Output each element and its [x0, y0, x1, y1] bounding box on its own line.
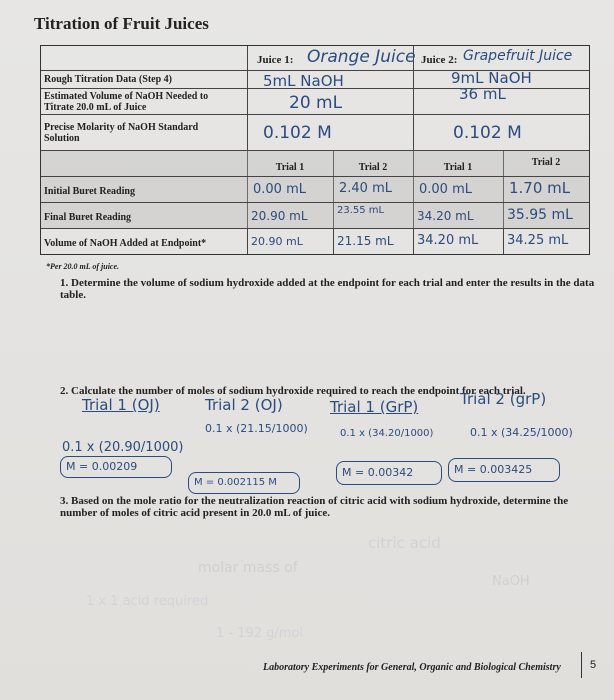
trial-header-j1-t2: Trial 2 [358, 162, 388, 173]
trial-header-j2-t2: Trial 2 [531, 157, 561, 168]
faint-note-molar-mass: molar mass of [198, 560, 298, 576]
work-heading-trial1-oj: Trial 1 (OJ) [82, 396, 160, 414]
footer-divider [581, 652, 582, 678]
volume-j2-t2: 34.25 mL [507, 233, 569, 248]
juice1-label: Juice 1: [257, 54, 294, 66]
molarity-label [41, 115, 247, 151]
final-buret-row [41, 202, 589, 229]
estimated-volume-label-line1: Estimated Volume of NaOH Needed to [44, 91, 209, 102]
work-answer-3: M = 0.00342 [342, 466, 414, 479]
rough-j1-value: 5mL NaOH [263, 72, 344, 90]
initial-j2-t2: 1.70 mL [509, 179, 571, 197]
juice-header-row [41, 46, 589, 70]
final-j2-t1: 34.20 mL [417, 209, 474, 223]
initial-j2-t1: 0.00 mL [419, 182, 472, 197]
work-answer-4: M = 0.003425 [454, 463, 533, 476]
volume-j2-t1: 34.20 mL [417, 233, 479, 248]
trial-header-row [41, 150, 589, 177]
work-heading-trial1-grp: Trial 1 (GrP) [330, 398, 419, 416]
work-heading-trial2-grp: Trial 2 (grP) [460, 390, 547, 408]
work-calc-3: 0.1 x (34.20/1000) [340, 428, 434, 439]
work-answer-1: M = 0.00209 [66, 460, 138, 473]
molarity-label-line1: Precise Molarity of NaOH Standard [44, 122, 199, 133]
volume-added-row [41, 228, 589, 255]
faint-note-citric-acid: citric acid [368, 534, 441, 552]
juice1-name: Orange Juice [307, 47, 416, 67]
trial-header-j2-t1: Trial 1 [443, 162, 473, 173]
initial-buret-label: Initial Buret Reading [44, 186, 135, 197]
molarity-row [41, 114, 589, 151]
volume-j1-t1: 20.90 mL [251, 235, 303, 248]
rough-titration-row [41, 70, 589, 89]
question-2: 2. Calculate the number of moles of sodium hydroxide required to reach the endpoint for each trial. [60, 385, 526, 397]
faint-note-g-per-mol: 1 - 192 g/mol [216, 626, 304, 641]
initial-j1-t2: 2.40 mL [339, 181, 392, 196]
work-calc-1: 0.1 x (20.90/1000) [62, 440, 184, 455]
initial-j1-t1: 0.00 mL [253, 182, 306, 197]
rough-j2-value: 9mL NaOH [451, 69, 532, 87]
work-calc-4: 0.1 x (34.25/1000) [470, 426, 573, 439]
volume-added-label: Volume of NaOH Added at Endpoint* [44, 238, 207, 249]
work-heading-trial2-oj: Trial 2 (OJ) [205, 396, 283, 414]
data-table [40, 45, 590, 255]
final-j1-t1: 20.90 mL [251, 209, 308, 223]
estimated-volume-label [41, 89, 247, 115]
footnote: *Per 20.0 mL of juice. [46, 262, 120, 271]
page-title: Titration of Fruit Juices [34, 14, 209, 33]
final-j1-t2: 23.55 mL [337, 205, 385, 216]
volume-j1-t2: 21.15 mL [337, 234, 394, 248]
molarity-label-line2: Solution [44, 133, 80, 144]
page-number: 5 [590, 659, 597, 671]
page-footer: Laboratory Experiments for General, Organic and Biological Chemistry [263, 662, 561, 673]
question-1: 1. Determine the volume of sodium hydroxide added at the endpoint for each trial and enter the results in the data table. [60, 277, 595, 301]
juice1-header-cell [247, 46, 416, 70]
work-answer-2: M = 0.002115 M [194, 477, 277, 488]
juice2-label: Juice 2: [421, 54, 458, 66]
estimated-j1-value: 20 mL [289, 93, 343, 113]
work-calc-2: 0.1 x (21.15/1000) [205, 422, 308, 435]
initial-buret-row [41, 176, 589, 203]
final-j2-t2: 35.95 mL [507, 207, 573, 223]
faint-note-acid-required: 1 x 1 acid required [86, 594, 209, 609]
molarity-j1-value: 0.102 M [263, 123, 332, 143]
trial-header-j1-t1: Trial 1 [275, 162, 305, 173]
faint-note-naoh: NaOH [492, 574, 530, 589]
molarity-j2-value: 0.102 M [453, 123, 522, 143]
estimated-volume-label-line2: Titrate 20.0 mL of Juice [44, 102, 147, 113]
question-3: 3. Based on the mole ratio for the neutralization reaction of citric acid with sodium hydroxide, determine the number of moles of citric acid present in 20.0 mL of juice. [60, 495, 569, 519]
estimated-j2-value: 36 mL [459, 85, 506, 103]
final-buret-label: Final Buret Reading [44, 212, 132, 223]
rough-titration-label: Rough Titration Data (Step 4) [44, 74, 172, 85]
juice2-header-cell [413, 46, 589, 70]
estimated-volume-row [41, 85, 589, 115]
juice2-name: Grapefruit Juice [463, 48, 573, 64]
